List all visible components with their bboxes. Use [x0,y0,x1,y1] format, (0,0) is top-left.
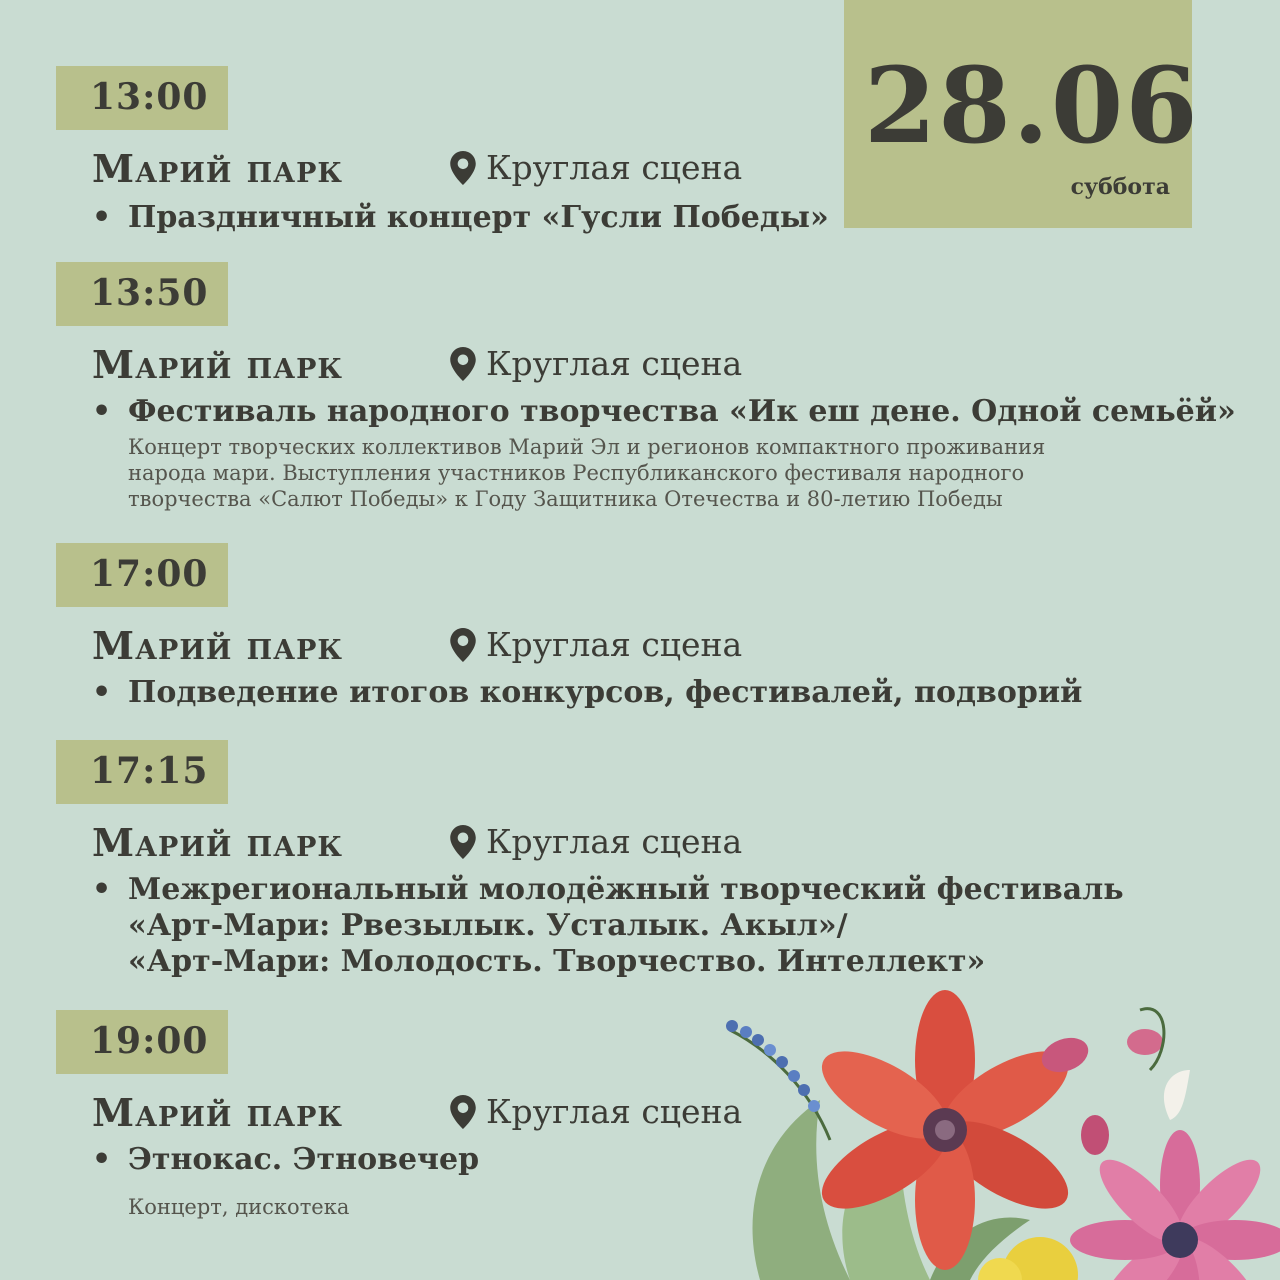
time-badge [56,262,228,326]
time-badge [56,740,228,804]
weekday: суббота [1070,174,1170,200]
event-title: Праздничный концерт «Гусли Победы» [128,200,829,235]
event-time: 13:00 [90,76,209,118]
date-badge [844,0,1200,228]
description-line: народа мари. Выступления участников Республиканского фестиваля народного [128,461,1025,485]
event-title [128,872,1124,980]
event-stage [450,625,742,664]
event-stage-label: Круглая сцена [486,625,743,664]
flowers-illustration [700,990,1280,1280]
bullet: • [92,872,112,907]
map-pin-icon [450,825,476,859]
event-time: 17:00 [90,553,209,595]
event-stage-label: Круглая сцена [486,1092,743,1131]
map-pin-icon [450,347,476,381]
event-title: Подведение итогов конкурсов, фестивалей, подворий [128,675,1083,710]
event-venue: Марий парк [92,1090,343,1135]
description-line: Концерт, дискотека [128,1195,350,1219]
time-badge [56,1010,228,1074]
description-line: Концерт творческих коллективов Марий Эл и регионов компактного проживания [128,435,1046,459]
bullet: • [92,200,112,235]
event-time: 17:15 [90,750,209,792]
event-stage [450,148,742,187]
event-venue: Марий парк [92,623,343,668]
event-stage-label: Круглая сцена [486,344,743,383]
bullet: • [92,675,112,710]
event-stage-label: Круглая сцена [486,148,743,187]
bullet: • [92,394,112,429]
map-pin-icon [450,628,476,662]
map-pin-icon [450,151,476,185]
event-description [128,434,1138,512]
bullet: • [92,1142,112,1177]
event-venue: Марий парк [92,146,343,191]
event-title: Этнокас. Этновечер [128,1142,480,1177]
event-title: Фестиваль народного творчества «Ик еш дене. Одной семьёй» [128,394,1236,429]
title-line: «Арт-Мари: Рвезылык. Усталык. Акыл»/ [128,908,848,943]
event-time: 19:00 [90,1020,209,1062]
event-venue: Марий парк [92,342,343,387]
event-stage [450,822,742,861]
title-line: Межрегиональный молодёжный творческий фестиваль [128,872,1124,907]
event-venue: Марий парк [92,820,343,865]
event-stage [450,344,742,383]
time-badge [56,543,228,607]
event-time: 13:50 [90,272,209,314]
date: 28.06 [864,44,1200,167]
event-stage-label: Круглая сцена [486,822,743,861]
map-pin-icon [450,1095,476,1129]
event-stage [450,1092,742,1131]
time-badge [56,66,228,130]
description-line: творчества «Салют Победы» к Году Защитника Отечества и 80-летию Победы [128,487,1003,511]
title-line: «Арт-Мари: Молодость. Творчество. Интеллект» [128,944,986,979]
